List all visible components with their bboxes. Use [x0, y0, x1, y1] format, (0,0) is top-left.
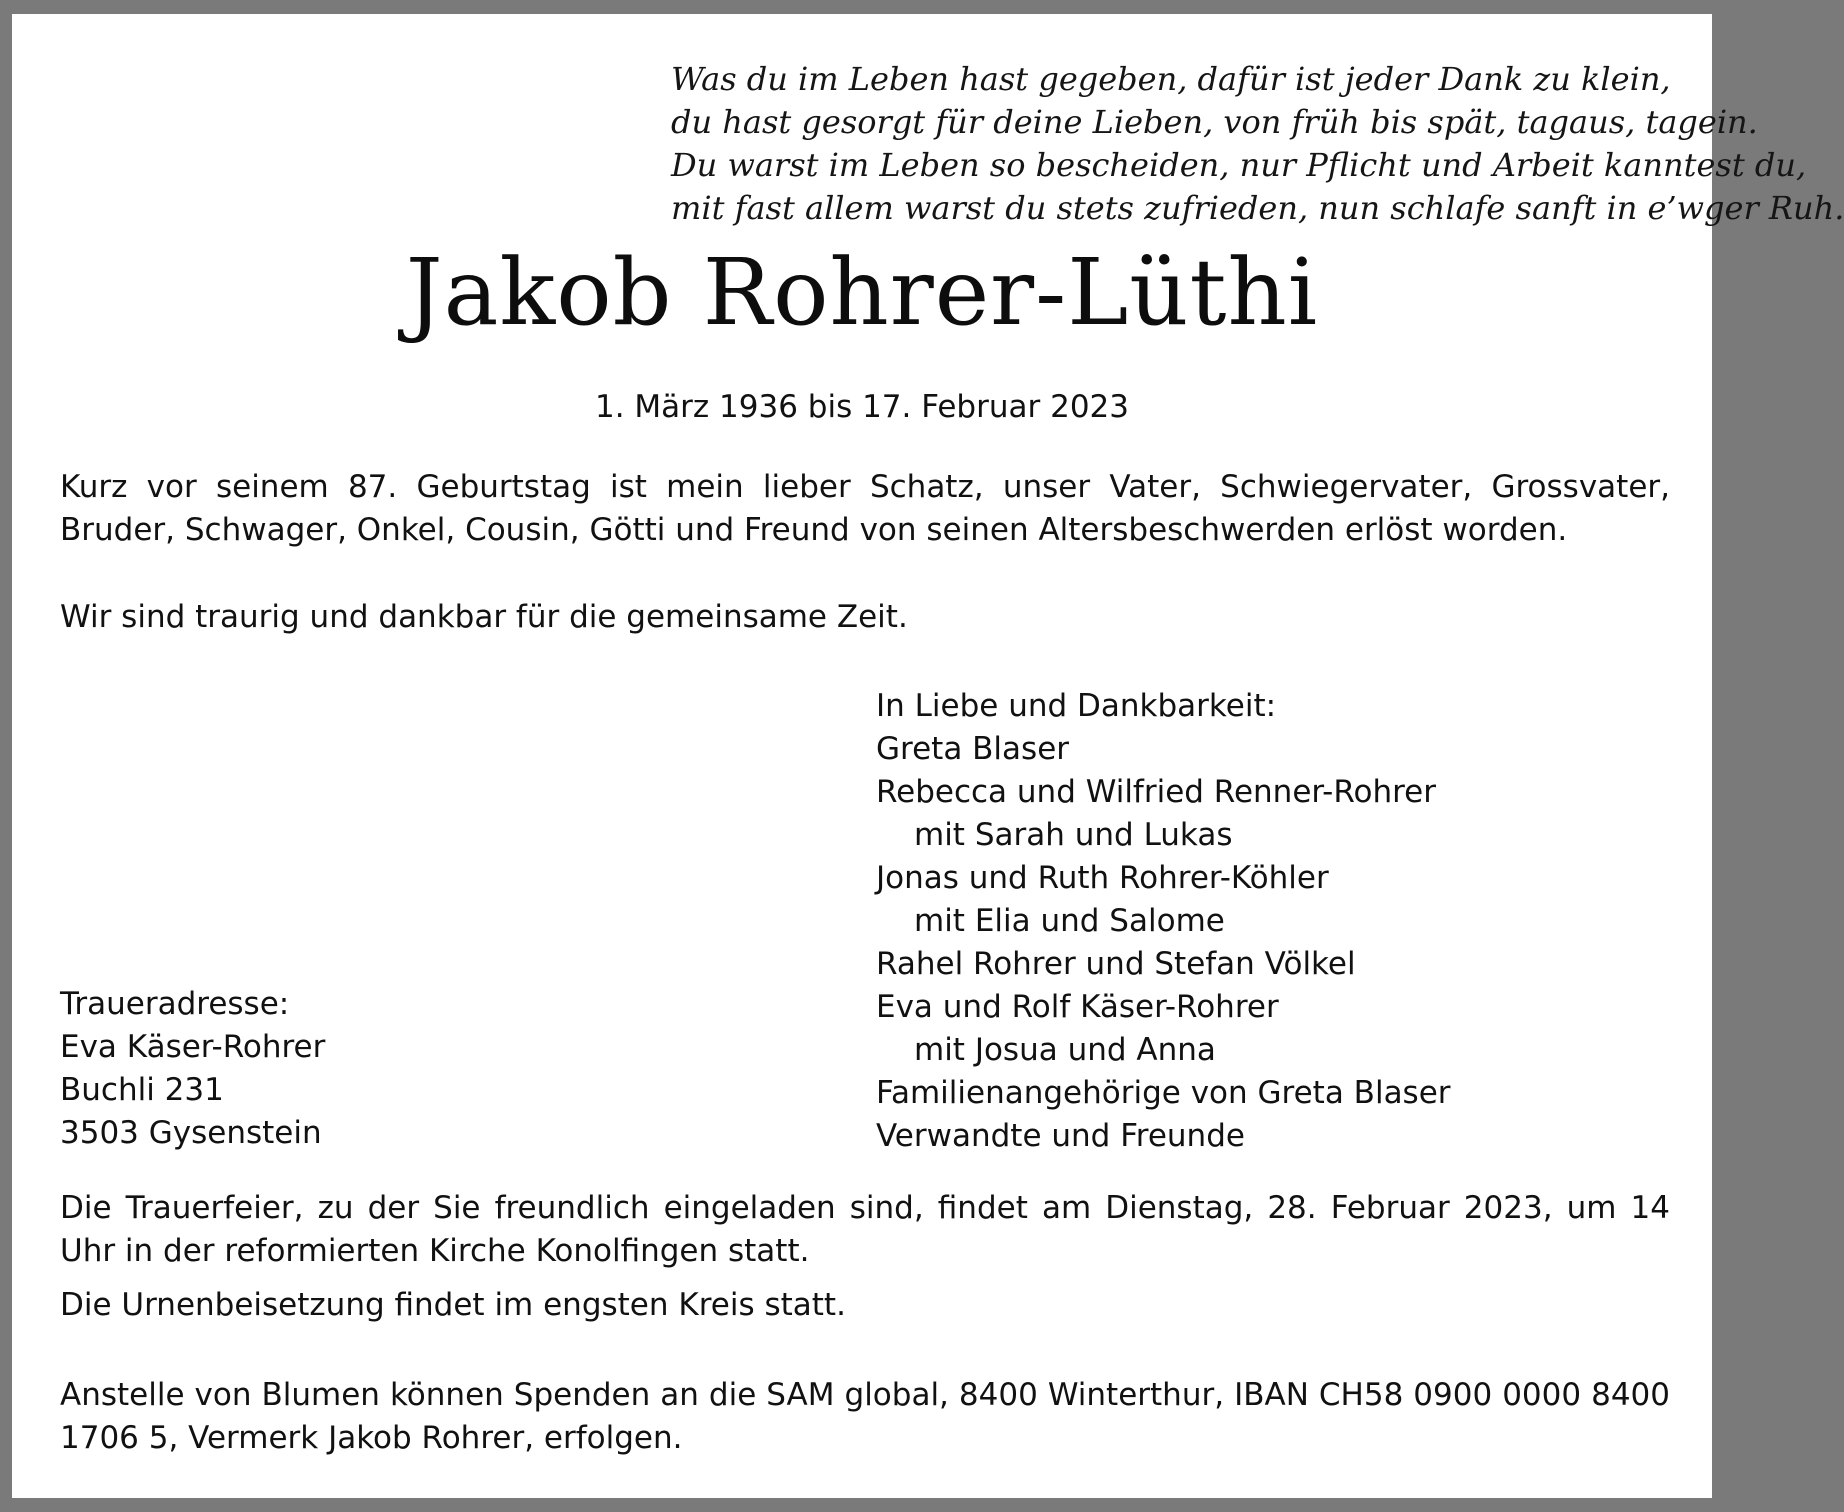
mourner-children-entry: mit Josua und Anna	[914, 1032, 1216, 1068]
mourner-entry: Eva und Rolf Käser-Rohrer	[876, 989, 1279, 1025]
life-dates: 1. März 1936 bis 17. Februar 2023	[594, 389, 1129, 425]
mourner-entry: Familienangehörige von Greta Blaser	[876, 1075, 1451, 1111]
address-city: 3503 Gysenstein	[60, 1115, 322, 1151]
intro-paragraph: Kurz vor seinem 87. Geburtstag ist mein lieber Schatz, unser Vater, Schwiegervater, Grossvater, Bruder, Schwager, Onkel, Cousin, Götti und Freund von seinen Altersbeschwerden erlöst worden.	[60, 469, 1670, 548]
gratitude-line: Wir sind traurig und dankbar für die gemeinsame Zeit.	[60, 599, 908, 635]
address-street: Buchli 231	[60, 1072, 224, 1108]
mourners-heading: In Liebe und Dankbarkeit:	[876, 688, 1277, 724]
mourning-address	[60, 983, 325, 1155]
verse-line: Was du im Leben hast gegeben, dafür ist jeder Dank zu klein,	[671, 60, 1671, 98]
verse-line: Du warst im Leben so bescheiden, nur Pflicht und Arbeit kanntest du,	[671, 146, 1807, 184]
mourner-entry: Verwandte und Freunde	[876, 1118, 1245, 1154]
mourner-children-entry: mit Elia und Salome	[914, 903, 1225, 939]
ceremony-paragraph: Die Trauerfeier, zu der Sie freundlich eingeladen sind, findet am Dienstag, 28. Februar 2023, um 14 Uhr in der reformierten Kirche Konolfingen statt.	[60, 1190, 1670, 1269]
urn-burial-line: Die Urnenbeisetzung findet im engsten Kreis statt.	[60, 1287, 846, 1323]
mourner-entry: Greta Blaser	[876, 731, 1070, 767]
memorial-verse	[671, 58, 1844, 230]
mourners-list	[876, 685, 1451, 1158]
address-name: Eva Käser-Rohrer	[60, 1029, 326, 1065]
mourner-entry: Jonas und Ruth Rohrer-Köhler	[876, 860, 1329, 896]
donation-paragraph: Anstelle von Blumen können Spenden an die SAM global, 8400 Winterthur, IBAN CH58 0900 0000 8400 1706 5, Vermerk Jakob Rohrer, erfolgen.	[60, 1377, 1670, 1456]
address-label: Traueradresse:	[60, 986, 290, 1022]
mourner-entry: Rahel Rohrer und Stefan Völkel	[876, 946, 1356, 982]
verse-line: du hast gesorgt für deine Lieben, von früh bis spät, tagaus, tagein.	[671, 103, 1758, 141]
mourner-children-entry: mit Sarah und Lukas	[914, 817, 1233, 853]
verse-line: mit fast allem warst du stets zufrieden, nun schlafe sanft in e’wger Ruh.	[671, 189, 1844, 227]
mourner-entry: Rebecca und Wilfried Renner-Rohrer	[876, 774, 1436, 810]
obituary-notice	[12, 14, 1844, 1498]
deceased-name: Jakob Rohrer-Lüthi	[405, 239, 1319, 346]
